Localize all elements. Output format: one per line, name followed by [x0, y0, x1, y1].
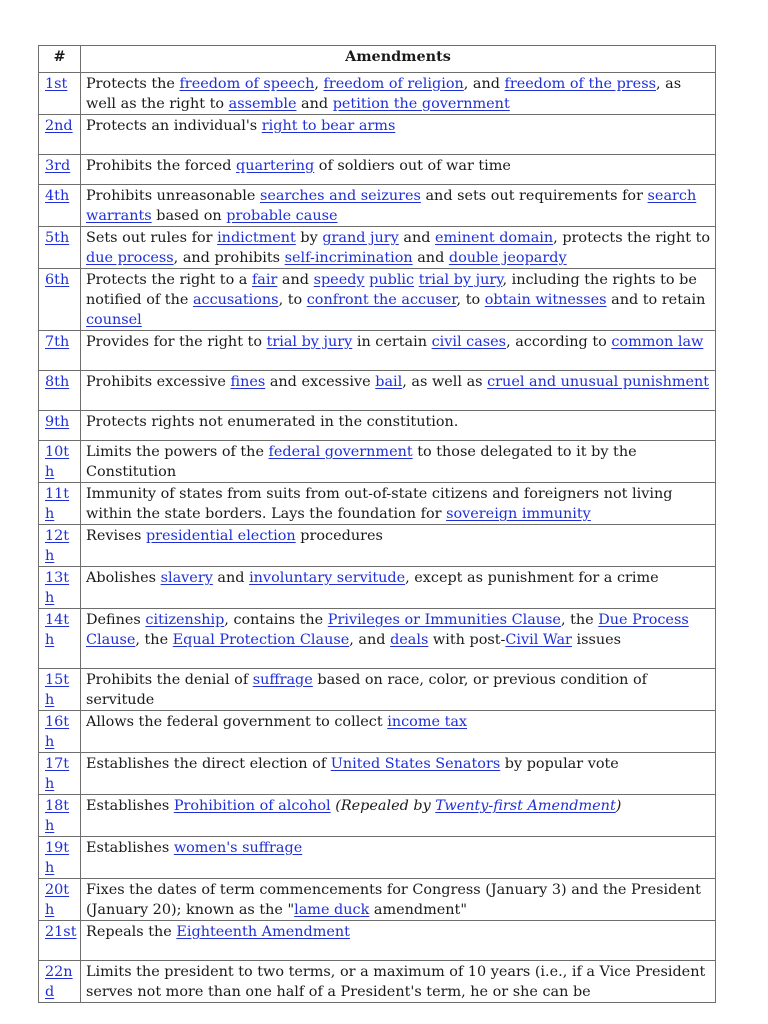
description-link[interactable]: self-incrimination — [284, 250, 413, 266]
description-text: Abolishes — [86, 570, 161, 586]
description-text: , according to — [506, 334, 612, 350]
description-text: Establishes the direct election of — [86, 756, 331, 772]
description-link[interactable]: bail — [375, 374, 403, 390]
table-row — [39, 669, 716, 711]
description-link[interactable]: public — [369, 272, 415, 288]
amendment-description-cell — [81, 837, 716, 879]
amendment-description-cell — [81, 961, 716, 1003]
description-text: Sets out rules for — [86, 230, 218, 246]
description-text: with post- — [428, 632, 506, 648]
description-text: (Repealed by — [330, 798, 436, 814]
description-link[interactable]: Twenty-first Amendment — [435, 798, 616, 814]
amendment-number-link[interactable]: 21st — [45, 924, 77, 940]
amendment-number-link[interactable]: 10th — [45, 444, 70, 480]
amendment-number-link[interactable]: 18th — [45, 798, 70, 834]
description-link[interactable]: presidential election — [145, 528, 296, 544]
table-row — [39, 711, 716, 753]
description-link[interactable]: searches and seizures — [259, 188, 421, 204]
description-link[interactable]: United States Senators — [330, 756, 501, 772]
amendment-number-link[interactable]: 6th — [45, 272, 70, 288]
table-row — [39, 331, 716, 371]
description-link[interactable]: common law — [611, 334, 704, 350]
table-row — [39, 567, 716, 609]
description-link[interactable]: right to bear arms — [261, 118, 396, 134]
description-link[interactable]: double jeopardy — [448, 250, 567, 266]
table-row — [39, 837, 716, 879]
description-link[interactable]: Civil War — [505, 632, 572, 648]
description-text: and — [212, 570, 250, 586]
amendment-number-link[interactable]: 22nd — [45, 964, 73, 1000]
amendments-table — [38, 45, 716, 1003]
description-link[interactable]: civil cases — [431, 334, 507, 350]
description-text: Establishes — [86, 840, 174, 856]
description-link[interactable]: quartering — [236, 158, 315, 174]
description-link[interactable]: freedom of religion — [323, 76, 464, 92]
description-text: , as well as the right to — [86, 76, 682, 112]
amendment-description-cell — [81, 115, 716, 155]
description-text: Prohibits the denial of — [86, 672, 253, 688]
description-text: issues — [571, 632, 622, 648]
description-text: , and prohibits — [173, 250, 285, 266]
description-text: based on — [151, 208, 227, 224]
description-link[interactable]: Equal Protection Clause — [172, 632, 350, 648]
description-text: procedures — [295, 528, 383, 544]
description-link[interactable]: freedom of speech — [179, 76, 315, 92]
amendment-number-cell — [39, 961, 81, 1003]
amendment-number-cell — [39, 795, 81, 837]
table-row — [39, 227, 716, 269]
table-body — [39, 73, 716, 1003]
description-text: Fixes the dates of term commencements for Congress (January 3) and the President (January 20); known as the " — [86, 882, 701, 918]
description-text: Protects an individual's — [86, 118, 262, 134]
table-row — [39, 371, 716, 411]
amendment-number-cell — [39, 73, 81, 115]
amendment-number-link[interactable]: 1st — [45, 76, 68, 92]
table-row — [39, 753, 716, 795]
amendment-number-cell — [39, 669, 81, 711]
description-text: amendment" — [369, 902, 467, 918]
description-text: Establishes — [86, 798, 174, 814]
description-link[interactable]: confront the accuser — [306, 292, 457, 308]
description-link[interactable]: women's suffrage — [173, 840, 303, 856]
amendment-description-cell — [81, 185, 716, 227]
description-text: , protects the right to — [553, 230, 711, 246]
description-text: Defines — [86, 612, 146, 628]
amendment-number-link[interactable]: 20th — [45, 882, 70, 918]
description-link[interactable]: Privileges or Immunities Clause — [327, 612, 561, 628]
description-text: Provides for the right to — [86, 334, 267, 350]
description-link[interactable]: lame duck — [294, 902, 370, 918]
description-text: Allows the federal government to collect — [86, 714, 388, 730]
description-text: Protects rights not enumerated in the constitution. — [86, 414, 459, 430]
description-link[interactable]: Eighteenth Amendment — [176, 924, 350, 940]
description-link[interactable]: accusations — [192, 292, 279, 308]
description-link[interactable]: trial by jury — [418, 272, 503, 288]
description-text: in certain — [352, 334, 432, 350]
amendment-number-cell — [39, 921, 81, 961]
description-text: and — [398, 230, 436, 246]
amendment-number-link[interactable]: 3rd — [45, 158, 71, 174]
description-link[interactable]: fines — [230, 374, 266, 390]
table-row — [39, 525, 716, 567]
amendment-description-cell — [81, 795, 716, 837]
description-link[interactable]: Prohibition of alcohol — [173, 798, 331, 814]
description-text: Limits the president to two terms, or a maximum of 10 years (i.e., if a Vice President serves not more than one half of a President's term, he or she can be — [86, 964, 706, 1000]
table-row — [39, 411, 716, 441]
description-text: , — [314, 76, 324, 92]
amendment-description-cell — [81, 609, 716, 669]
amendment-number-link[interactable]: 8th — [45, 374, 70, 390]
description-text: , as well as — [402, 374, 488, 390]
description-text: , to — [456, 292, 485, 308]
amendment-description-cell — [81, 879, 716, 921]
description-link[interactable]: income tax — [387, 714, 468, 730]
amendment-number-link[interactable]: 7th — [45, 334, 70, 350]
amendment-number-cell — [39, 441, 81, 483]
amendment-number-link[interactable]: 14th — [45, 612, 70, 648]
description-link[interactable]: deals — [390, 632, 429, 648]
amendment-number-cell — [39, 155, 81, 185]
amendment-number-cell — [39, 227, 81, 269]
amendment-number-cell — [39, 753, 81, 795]
amendment-number-link[interactable]: 12th — [45, 528, 70, 564]
description-link[interactable]: citizenship — [145, 612, 225, 628]
amendment-description-cell — [81, 269, 716, 331]
description-text: , and — [349, 632, 391, 648]
table-header-row — [39, 46, 716, 73]
description-text: ) — [615, 798, 622, 814]
amendment-description-cell — [81, 669, 716, 711]
amendment-number-link[interactable]: 11th — [45, 486, 70, 522]
description-link[interactable]: Due Process Clause — [86, 612, 689, 648]
table-row — [39, 921, 716, 961]
description-text: Protects the right to a — [86, 272, 252, 288]
table-row — [39, 961, 716, 1003]
amendment-description-cell — [81, 525, 716, 567]
table-row — [39, 879, 716, 921]
description-link[interactable]: petition the government — [332, 96, 510, 112]
description-link[interactable]: sovereign immunity — [446, 506, 591, 522]
amendment-number-cell — [39, 269, 81, 331]
description-text: by popular vote — [500, 756, 619, 772]
amendment-number-cell — [39, 711, 81, 753]
description-text: and — [296, 96, 333, 112]
description-text: Prohibits excessive — [86, 374, 231, 390]
description-text: , and — [463, 76, 505, 92]
table-row — [39, 185, 716, 227]
description-link[interactable]: cruel and unusual punishment — [487, 374, 710, 390]
description-link[interactable]: due process — [86, 250, 174, 266]
description-text: , the — [560, 612, 599, 628]
amendment-description-cell — [81, 567, 716, 609]
description-link[interactable]: speedy — [313, 272, 365, 288]
description-link[interactable]: assemble — [228, 96, 297, 112]
description-link[interactable]: search warrants — [86, 188, 697, 224]
description-link[interactable]: freedom of the press — [504, 76, 656, 92]
amendment-description-cell — [81, 155, 716, 185]
description-text: and to retain — [606, 292, 706, 308]
amendment-number-cell — [39, 525, 81, 567]
amendment-number-link[interactable]: 13th — [45, 570, 70, 606]
amendment-description-cell — [81, 921, 716, 961]
amendment-number-link[interactable]: 19th — [45, 840, 70, 876]
amendment-description-cell — [81, 227, 716, 269]
amendment-description-cell — [81, 483, 716, 525]
table-row — [39, 609, 716, 669]
table-row — [39, 441, 716, 483]
description-text: Limits the powers of the — [86, 444, 269, 460]
description-text: and sets out requirements for — [420, 188, 648, 204]
description-link[interactable]: slavery — [160, 570, 213, 586]
amendment-description-cell — [81, 411, 716, 441]
amendment-number-link[interactable]: 9th — [45, 414, 70, 430]
amendment-number-cell — [39, 115, 81, 155]
table-row — [39, 795, 716, 837]
description-text: , contains the — [224, 612, 328, 628]
amendment-number-cell — [39, 609, 81, 669]
description-text: , except as punishment for a crime — [405, 570, 659, 586]
amendment-number-cell — [39, 879, 81, 921]
description-link[interactable]: probable cause — [226, 208, 338, 224]
number-column-header: # — [39, 46, 81, 73]
amendment-description-cell — [81, 441, 716, 483]
amendment-number-cell — [39, 411, 81, 441]
amendment-number-cell — [39, 567, 81, 609]
description-link[interactable]: eminent domain — [435, 230, 554, 246]
amendment-description-cell — [81, 73, 716, 115]
amendment-description-cell — [81, 331, 716, 371]
description-link[interactable]: counsel — [86, 312, 142, 328]
description-text: and excessive — [265, 374, 376, 390]
amendment-number-link[interactable]: 2nd — [45, 118, 73, 134]
description-text: Repeals the — [86, 924, 177, 940]
description-text: based on race, color, or previous condition of servitude — [86, 672, 648, 708]
amendment-number-link[interactable]: 15th — [45, 672, 70, 708]
table-row — [39, 115, 716, 155]
amendments-column-header: Amendments — [81, 46, 716, 73]
amendment-number-link[interactable]: 4th — [45, 188, 70, 204]
description-text: to those delegated to it by the Constitution — [86, 444, 637, 480]
description-text: Prohibits unreasonable — [86, 188, 260, 204]
amendment-description-cell — [81, 753, 716, 795]
description-text: and — [277, 272, 314, 288]
description-link[interactable]: fair — [251, 272, 278, 288]
amendment-description-cell — [81, 371, 716, 411]
amendment-number-link[interactable]: 16th — [45, 714, 70, 750]
description-link[interactable]: involuntary servitude — [249, 570, 406, 586]
description-link[interactable]: indictment — [217, 230, 296, 246]
amendment-number-cell — [39, 483, 81, 525]
description-link[interactable]: obtain witnesses — [484, 292, 607, 308]
description-link[interactable]: grand jury — [322, 230, 399, 246]
amendment-number-cell — [39, 185, 81, 227]
description-text: and — [412, 250, 449, 266]
amendment-number-link[interactable]: 5th — [45, 230, 70, 246]
description-text: Immunity of states from suits from out-of-state citizens and foreigners not living within the state borders. Lays the foundation for — [86, 486, 673, 522]
description-link[interactable]: federal government — [268, 444, 413, 460]
description-text: Prohibits the forced — [86, 158, 237, 174]
description-link[interactable]: trial by jury — [266, 334, 353, 350]
table-row — [39, 73, 716, 115]
amendment-number-cell — [39, 331, 81, 371]
description-text: of soldiers out of war time — [314, 158, 511, 174]
table-row — [39, 155, 716, 185]
description-text: Revises — [86, 528, 146, 544]
description-link[interactable]: suffrage — [252, 672, 313, 688]
table-row — [39, 483, 716, 525]
amendment-number-cell — [39, 837, 81, 879]
amendment-description-cell — [81, 711, 716, 753]
description-text: by — [295, 230, 323, 246]
description-text: Protects the — [86, 76, 180, 92]
table-row — [39, 269, 716, 331]
description-text: , to — [278, 292, 307, 308]
description-text: , including the rights to be notified of the — [86, 272, 697, 308]
amendment-number-cell — [39, 371, 81, 411]
amendment-number-link[interactable]: 17th — [45, 756, 70, 792]
description-text: , the — [135, 632, 173, 648]
